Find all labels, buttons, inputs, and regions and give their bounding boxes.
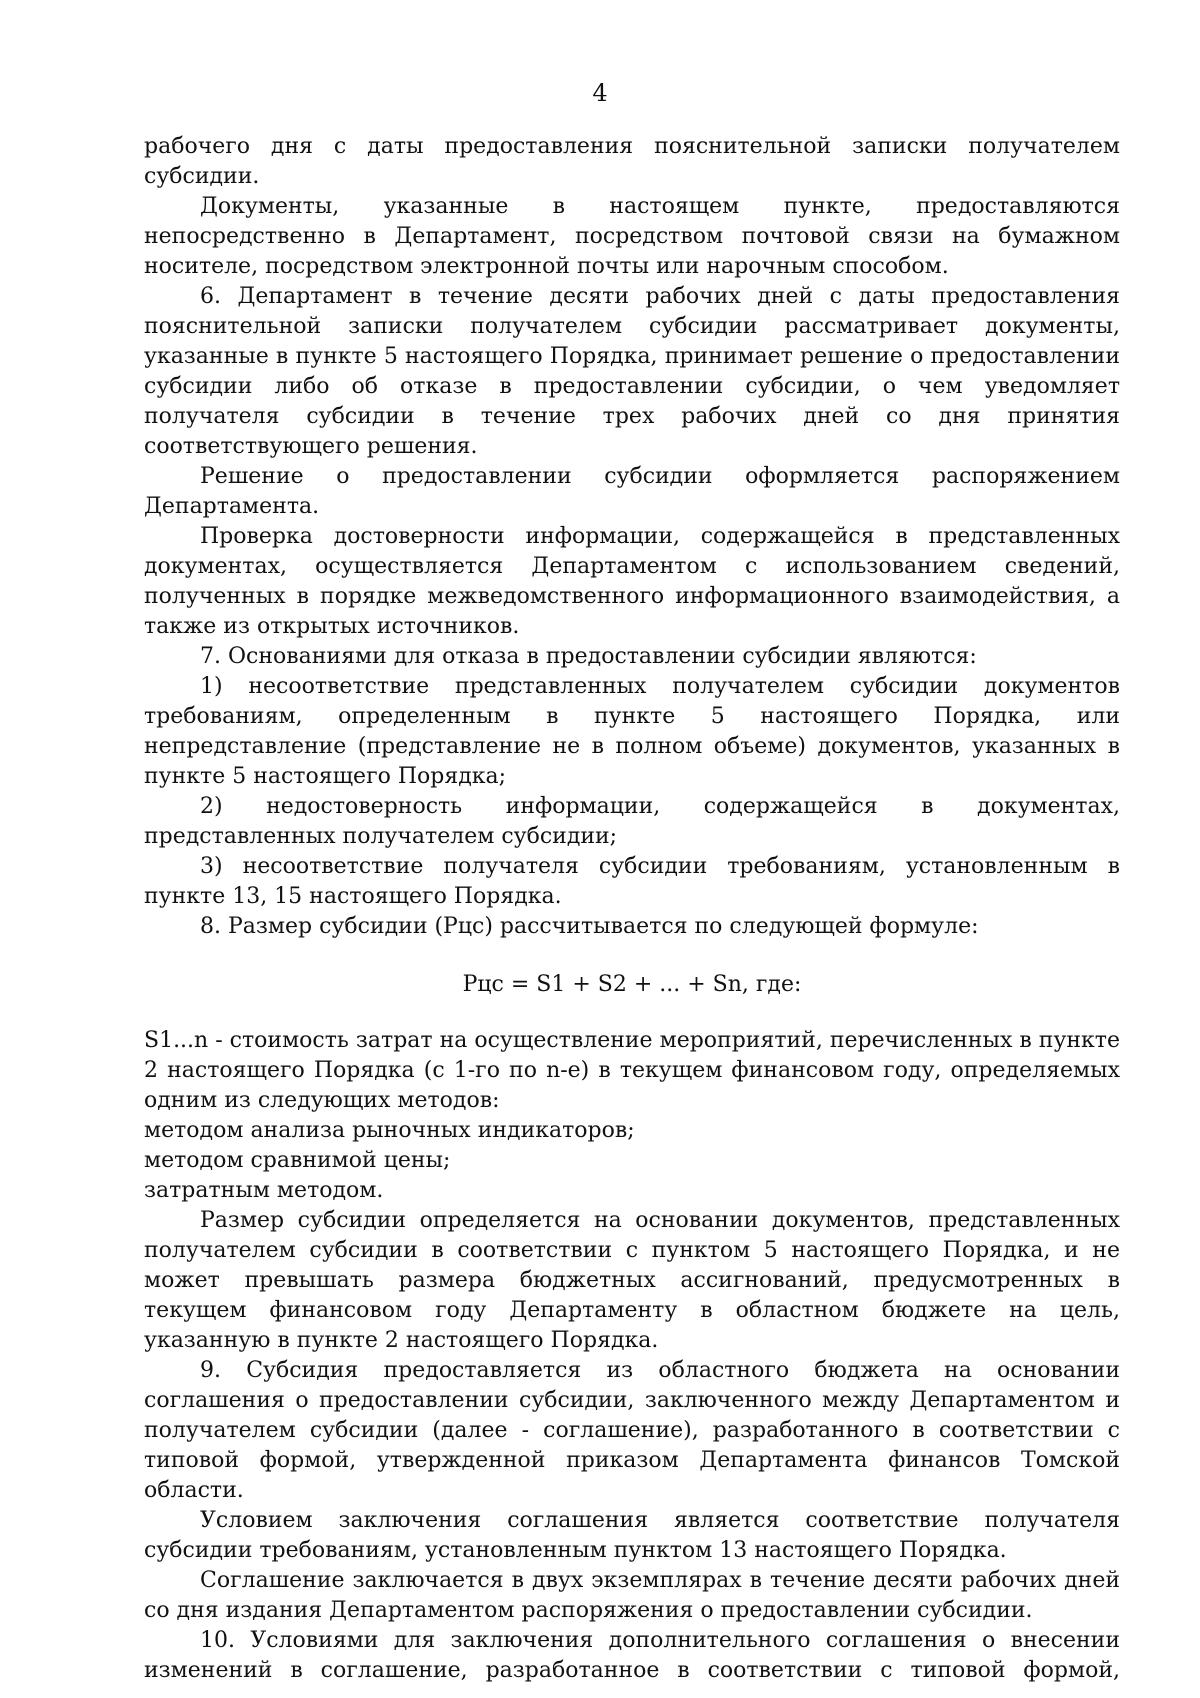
method-market-indicators: методом анализа рыночных индикаторов; [144,1118,635,1143]
method-cost: затратным методом. [144,1178,384,1203]
paragraph-item-7: 7. Основаниями для отказа в предоставлении субсидии являются: [200,644,977,669]
paragraph-item-10: 10. Условиями для заключения дополнительного соглашения о внесении изменений в соглашение, разработанное в соответствии с типовой формой, [144,1628,1120,1683]
paragraph-continuation: рабочего дня с даты предоставления пояснительной записки получателем субсидии. [144,134,1120,189]
list-item-7-1: 1) несоответствие представленных получателем субсидии документов требованиям, определенным в пункте 5 настоящего Порядка, или непредставление (представление не в полном объеме) документов, указанных в пункте 5 настоящего Порядка; [144,674,1120,789]
document-body [144,132,1120,1686]
paragraph-decision: Решение о предоставлении субсидии оформляется распоряжением Департамента. [144,464,1120,519]
paragraph-agreement-copies: Соглашение заключается в двух экземплярах в течение десяти рабочих дней со дня издания Департаментом распоряжения о предоставлении субсидии. [144,1568,1120,1623]
formula: Рцс = S1 + S2 + ... + Sn, где: [462,972,802,997]
paragraph-agreement-condition: Условием заключения соглашения является соответствие получателя субсидии требованиям, установленным пунктом 13 настоящего Порядка. [144,1508,1120,1563]
page-number: 4 [592,79,608,107]
list-item-7-3: 3) несоответствие получателя субсидии требованиям, установленным в пункте 13, 15 настоящего Порядка. [144,854,1120,909]
paragraph-formula-definition: S1...n - стоимость затрат на осуществление мероприятий, перечисленных в пункте 2 настоящего Порядка (с 1-го по n-е) в текущем финансовом году, определяемых одним из следующих методов: [144,1028,1120,1113]
paragraph-subsidy-size: Размер субсидии определяется на основании документов, представленных получателем субсидии в соответствии с пунктом 5 настоящего Порядка, и не может превышать размера бюджетных ассигнований, предусмотренных в текущем финансовом году Департаменту в областном бюджете на цель, указанную в пункте 2 настоящего Порядка. [144,1208,1120,1353]
paragraph-documents-submission: Документы, указанные в настоящем пункте, предоставляются непосредственно в Департамент, посредством почтовой связи на бумажном носителе, посредством электронной почты или нарочным способом. [144,194,1120,279]
method-comparable-price: методом сравнимой цены; [144,1148,451,1173]
paragraph-item-8: 8. Размер субсидии (Рцс) рассчитывается по следующей формуле: [200,914,979,939]
paragraph-verification: Проверка достоверности информации, содержащейся в представленных документах, осуществляется Департаментом с использованием сведений, полученных в порядке межведомственного информационного взаимодействия, а также из открытых источников. [144,524,1120,639]
paragraph-item-9: 9. Субсидия предоставляется из областного бюджета на основании соглашения о предоставлении субсидии, заключенного между Департаментом и получателем субсидии (далее - соглашение), разработанного в соответствии с типовой формой, утвержденной приказом Департамента финансов Томской области. [144,1358,1120,1503]
paragraph-item-6: 6. Департамент в течение десяти рабочих дней с даты предоставления пояснительной записки получателем субсидии рассматривает документы, указанные в пункте 5 настоящего Порядка, принимает решение о предоставлении субсидии либо об отказе в предоставлении субсидии, о чем уведомляет получателя субсидии в течение трех рабочих дней со дня принятия соответствующего решения. [144,284,1120,459]
list-item-7-2: 2) недостоверность информации, содержащейся в документах, представленных получателем субсидии; [144,794,1120,849]
